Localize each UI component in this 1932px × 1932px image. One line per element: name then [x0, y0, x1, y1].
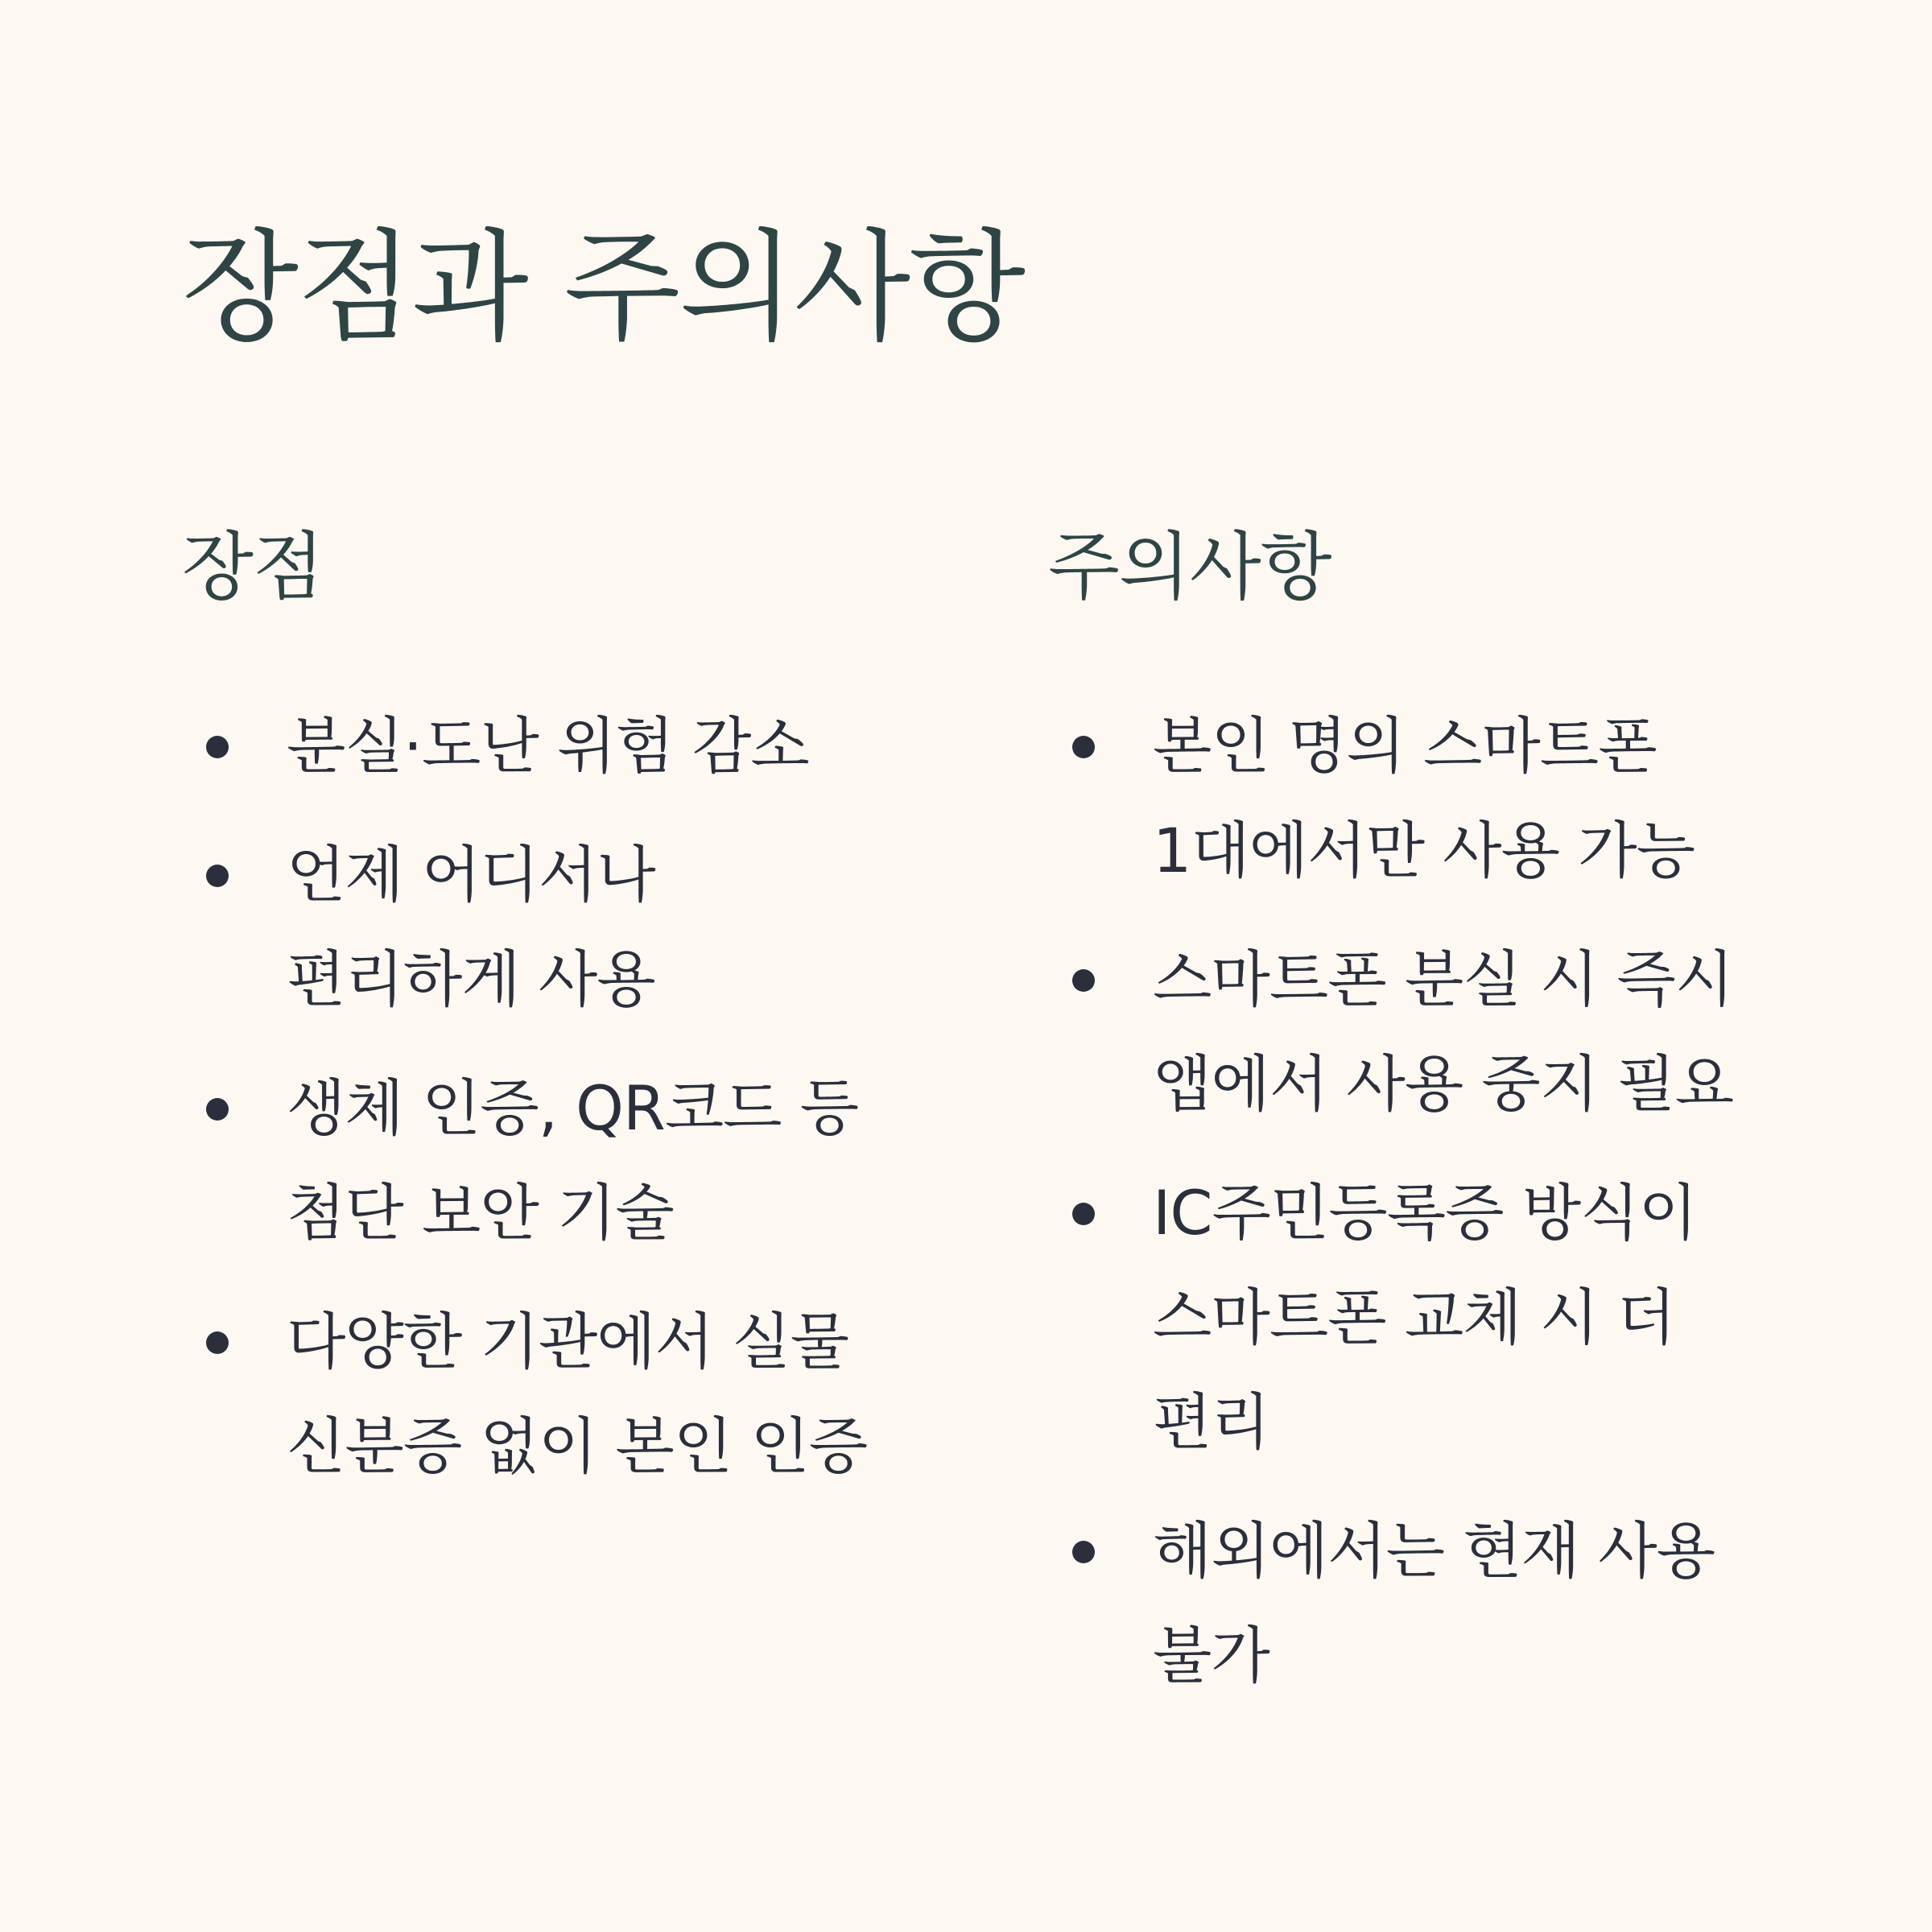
bullet-icon: [1072, 969, 1095, 992]
advantages-list: [182, 694, 882, 1499]
list-item-text: 스마트폰 분실 시 즉시 앱에서 사용 중지 필요: [1153, 943, 1734, 1120]
list-item: [182, 1290, 882, 1499]
list-item: [1048, 1161, 1773, 1475]
bullet-icon: [206, 1098, 229, 1121]
bullet-icon: [206, 1331, 229, 1354]
list-item-text: 생체 인증, QR코드 등 첨단 보안 기술: [287, 1072, 859, 1249]
bullet-icon: [1072, 1541, 1095, 1563]
bullet-icon: [206, 865, 229, 887]
cautions-list: [1048, 694, 1773, 1708]
bullet-icon: [1072, 1203, 1095, 1225]
list-item: [182, 823, 882, 1032]
list-item: [1048, 694, 1773, 903]
cautions-heading: 주의사항: [1048, 524, 1331, 610]
list-item-text: 해외에서는 현재 사용 불가: [1153, 1515, 1715, 1691]
list-item-text: 언제 어디서나 편리하게 사용: [287, 839, 655, 1015]
page-title: 장점과 주의사항: [182, 218, 1024, 358]
advantages-section: [182, 515, 882, 1523]
list-item: [182, 1056, 882, 1265]
list-item: [1048, 927, 1773, 1137]
cautions-section: [1048, 515, 1773, 1732]
bullet-icon: [206, 736, 229, 758]
bullet-icon: [1072, 736, 1095, 758]
advantages-heading: 장점: [182, 524, 324, 610]
list-item-text: 분실·도난 위험 감소: [287, 710, 809, 782]
list-item: [182, 694, 882, 799]
list-item-text: 본인 명의 스마트폰 1대에서만 사용 가능: [1153, 710, 1695, 886]
list-item-text: 다양한 기관에서 실물 신분증 없이 본인 인증: [287, 1306, 868, 1482]
list-item: [1048, 1499, 1773, 1708]
list-item-text: IC주민등록증 방식이 스마트폰 교체 시 더 편리: [1153, 1177, 1697, 1458]
